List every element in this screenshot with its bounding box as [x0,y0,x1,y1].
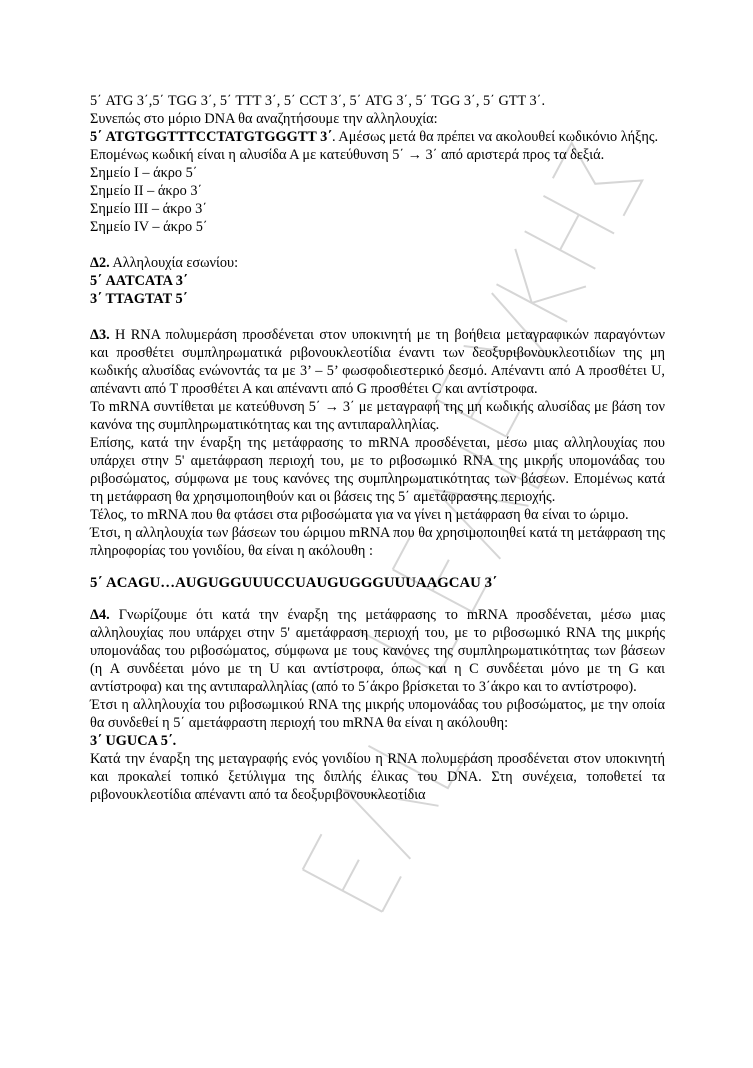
search-line: Συνεπώς στο μόριο DNA θα αναζητήσουμε την αλληλουχία: [90,111,438,127]
d3-paragraph-2: Το mRNA συντίθεται με κατεύθυνση 5΄ → 3΄ με μεταγραφή της μη κωδικής αλυσίδας με βάση τον κανόνα της συμπληρωματικότητας και της αντιπαραλληλίας. [90,399,665,433]
d3-label: Δ3. [90,327,110,343]
point-item: Σημείο Ι – άκρο 5΄ [90,165,198,181]
d4-label: Δ4. [90,607,110,623]
d3-paragraph-3: Επίσης, κατά την έναρξη της μετάφρασης το mRNA προσδένεται, μέσω μιας αλληλουχίας που υπάρχει στην 5' αμετάφραση περιοχή του, με το ριβοσωμικό RNA της μικρής υπομονάδας του ριβοσώματος, σύμφωνα με τους κανόνες της συμπληρωματικότητας των βάσεων. Επομένως κατά τη μετάφραση θα χρησιμοποιηθούν και οι βάσεις της 5΄ αμετάφραστης περιοχής. [90,435,665,505]
d4-text-1: Γνωρίζουμε ότι κατά την έναρξη της μετάφρασης το mRNA προσδένεται, μέσω μιας αλληλουχίας που υπάρχει στην 5' αμετάφραση περιοχή του, με το ριβοσωμικό RNA της μικρής υπομονάδας του ριβοσώματος, σύμφωνα με τους κανόνες της συμπληρωματικότητας των βάσεων (η A συνδέεται μόνο με τη U και αντίστροφα, όπως και η C συνδέεται μόνο με τη G και αντίστροφα) και της αντιπαραλληλίας (από το 5΄άκρο βρίσκεται το 3΄άκρο και το αντίστροφο). [90,607,665,695]
d2-heading [90,254,665,272]
d3-paragraph-5: Έτσι, η αλληλουχία των βάσεων του ώριμου mRNA που θα χρησιμοποιηθεί κατά τη μετάφραση της πληροφορίας του γονιδίου, θα είναι η ακόλουθη : [90,525,665,559]
d2-title: Αλληλουχία εσωνίου: [109,255,239,271]
d4-paragraph-3: Κατά την έναρξη της μεταγραφής ενός γονιδίου η RNA πολυμεράση προσδένεται στον υποκινητή και προκαλεί τοπικό ξετύλιγμα της διπλής έλικας του DNA. Στη συνέχεια, τοποθετεί τα ριβονουκλεοτίδια απέναντι από τα δεοξυριβονουκλεοτίδια [90,751,665,803]
point-item: Σημείο ΙV – άκρο 5΄ [90,219,208,235]
intron-line-1: 5΄ AATCATA 3΄ [90,273,188,289]
d4-paragraph-2: Έτσι η αλληλουχία του ριβοσωμικού RNA της μικρής υπομονάδας του ριβοσώματος, με την οποία θα συνδεθεί η 5΄ αμετάφραστη περιοχή του mRNA θα είναι η ακόλουθη: [90,697,665,731]
d2-label: Δ2. [90,255,110,271]
document-body [90,92,665,804]
dna-sequence-paragraph [90,128,665,146]
intron-line-2: 3΄ TTAGTAT 5΄ [90,291,188,307]
dna-sequence: 5΄ ATGTGGTTTCCTATGTGGGTT 3΄ [90,129,333,145]
stop-codon-note: . Αμέσως μετά θα πρέπει να ακολουθεί κωδικόνιο λήξης. [332,129,659,145]
d3-paragraph-4: Τέλος, το mRNA που θα φτάσει στα ριβοσώματα για να γίνει η μετάφραση θα είναι το ώριμο. [90,507,629,523]
d3-paragraph-1 [90,326,665,398]
mrna-sequence: 5΄ ACAGU…AUGUGGUUUCCUAUGUGGGUUUAAGCAU 3΄ [90,575,497,591]
rrna-sequence: 3΄ UGUCA 5΄. [90,733,177,749]
codons-line: 5΄ ATG 3΄,5΄ TGG 3΄, 5΄ TTT 3΄, 5΄ CCT 3΄, 5΄ ATG 3΄, 5΄ TGG 3΄, 5΄ GTT 3΄. [90,93,546,109]
point-item: Σημείο ΙΙΙ – άκρο 3΄ [90,201,208,217]
d4-paragraph-1 [90,606,665,696]
d3-text-1: Η RNA πολυμεράση προσδένεται στον υποκινητή με τη βοήθεια μεταγραφικών παραγόντων και προσθέτει συμπληρωματικά ριβονουκλεοτίδια έναντι των δεοξυριβονουκλεοτιδίων της μη κωδικής αλυσίδας ενώνοντάς τα με 3’ – 5’ φωσφοδιεστερικό δεσμό. Απέναντι από A προσθέτει U, απέναντι από Τ προσθέτει Α και απέναντι από G προσθέτει C και αντίστροφα. [90,327,665,397]
coding-strand-paragraph: Επομένως κωδική είναι η αλυσίδα Α με κατεύθυνση 5΄ → 3΄ από αριστερά προς τα δεξιά. [90,147,605,163]
point-item: Σημείο ΙΙ – άκρο 3΄ [90,183,203,199]
